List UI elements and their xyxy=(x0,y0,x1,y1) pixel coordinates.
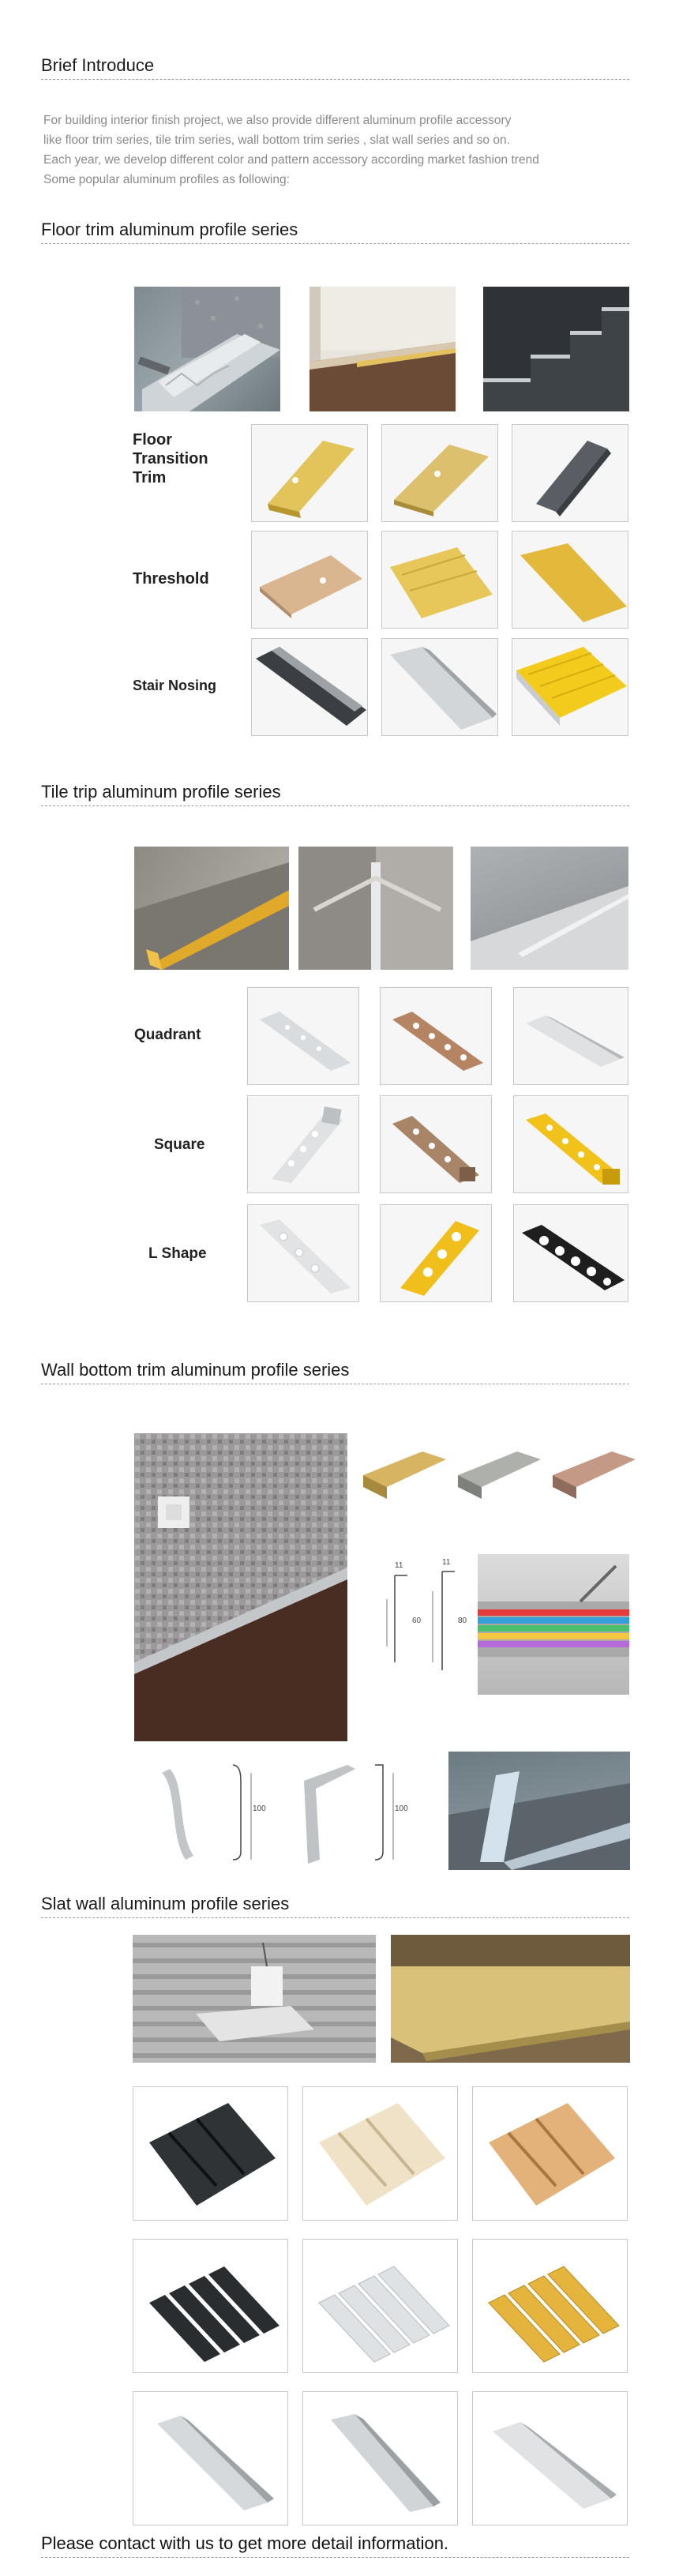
product-rose-skirting xyxy=(549,1444,636,1530)
skirting-led-photo xyxy=(478,1554,629,1695)
wall-heading: Wall bottom trim aluminum profile series xyxy=(41,1360,629,1384)
tile-photo-l-shape xyxy=(471,847,628,970)
floor-photo-transition xyxy=(309,287,456,411)
product-silver-stair-nosing xyxy=(381,638,498,736)
brief-line: Each year, we develop different color and pattern accessory according market fashion trend xyxy=(43,153,539,167)
product-silver-skirting xyxy=(454,1444,541,1530)
product-gold-transition-trim-2 xyxy=(381,424,498,522)
floor-heading: Floor trim aluminum profile series xyxy=(41,220,629,244)
product-silver-square xyxy=(247,1095,359,1193)
slat-photo-gold-shelf xyxy=(391,1935,630,2063)
product-gold-threshold xyxy=(381,531,498,629)
dim-label: 100 xyxy=(253,1804,266,1813)
brief-line: Some popular aluminum profiles as following: xyxy=(43,173,290,186)
footer-contact: Please contact with us to get more detail information. xyxy=(41,2533,629,2558)
dim-label: 60 xyxy=(412,1617,422,1625)
product-silver-skirting-tall xyxy=(146,1757,229,1868)
product-champagne-threshold xyxy=(251,531,368,629)
floor-photo-stairs xyxy=(483,287,629,411)
product-cream-slat-panel xyxy=(302,2086,458,2221)
product-bronze-square xyxy=(380,1095,492,1193)
label-line: Floor xyxy=(133,431,172,449)
wall-photo-room xyxy=(134,1433,347,1741)
product-silver-skirting-tall-2 xyxy=(292,1757,371,1868)
product-black-slat-panel xyxy=(133,2086,288,2221)
dim-label: 100 xyxy=(395,1804,408,1813)
slat-photo-shelf xyxy=(133,1935,376,2063)
product-dark-stair-nosing xyxy=(251,638,368,736)
tile-photo-silver-corner xyxy=(298,847,453,970)
tile-heading: Tile trip aluminum profile series xyxy=(41,782,629,806)
floor-photo-carpet-trim xyxy=(134,287,280,411)
product-gold-skirting xyxy=(359,1444,446,1530)
slat-heading: Slat wall aluminum profile series xyxy=(41,1894,629,1918)
product-black-l-shape xyxy=(513,1204,628,1302)
label-line: Trim xyxy=(133,469,167,486)
floor-label-stair-nosing: Stair Nosing xyxy=(133,678,217,693)
brief-line: For building interior finish project, we also provide different aluminum profile accessory xyxy=(43,114,512,127)
floor-label-threshold: Threshold xyxy=(133,570,209,588)
tile-photo-gold-corner xyxy=(134,847,289,970)
product-gold-fluted-panel xyxy=(472,2239,628,2373)
product-gold-l-shape xyxy=(380,1204,492,1302)
product-silver-l-shape xyxy=(247,1204,359,1302)
skirting-profile-drawing-2 xyxy=(371,1757,411,1868)
product-white-fluted-panel xyxy=(302,2239,458,2373)
tile-label-quadrant: Quadrant xyxy=(134,1027,201,1043)
product-wood-slat-panel xyxy=(472,2086,628,2221)
dim-label: 11 xyxy=(442,1558,451,1567)
brief-heading: Brief Introduce xyxy=(41,55,629,80)
product-silver-quadrant xyxy=(247,987,359,1085)
product-silver-slat-insert-3 xyxy=(472,2391,628,2525)
product-gold-transition-trim xyxy=(251,424,368,522)
product-black-fluted-panel xyxy=(133,2239,288,2373)
skirting-profile-drawing xyxy=(229,1757,268,1868)
skirting-installed-photo xyxy=(448,1752,630,1870)
product-gold-threshold-2 xyxy=(512,531,628,629)
tile-label-square: Square xyxy=(154,1136,205,1153)
dim-label: 11 xyxy=(395,1561,403,1570)
dim-label: 80 xyxy=(458,1617,467,1625)
label-line: Transition xyxy=(133,450,208,468)
product-dark-transition-trim xyxy=(512,424,628,522)
floor-label-transition xyxy=(133,430,208,487)
skirting-dimension-drawing xyxy=(379,1560,482,1678)
tile-label-l-shape: L Shape xyxy=(148,1245,207,1262)
product-gold-square xyxy=(513,1095,628,1193)
product-silver-quadrant-2 xyxy=(513,987,628,1085)
product-silver-slat-insert xyxy=(133,2391,288,2525)
brief-line: like floor trim series, tile trim series, wall bottom trim series , slat wall series and so on. xyxy=(43,133,510,147)
product-yellow-stair-nosing xyxy=(512,638,628,736)
product-bronze-quadrant xyxy=(380,987,492,1085)
brief-intro xyxy=(43,111,659,190)
product-silver-slat-insert-2 xyxy=(302,2391,458,2525)
